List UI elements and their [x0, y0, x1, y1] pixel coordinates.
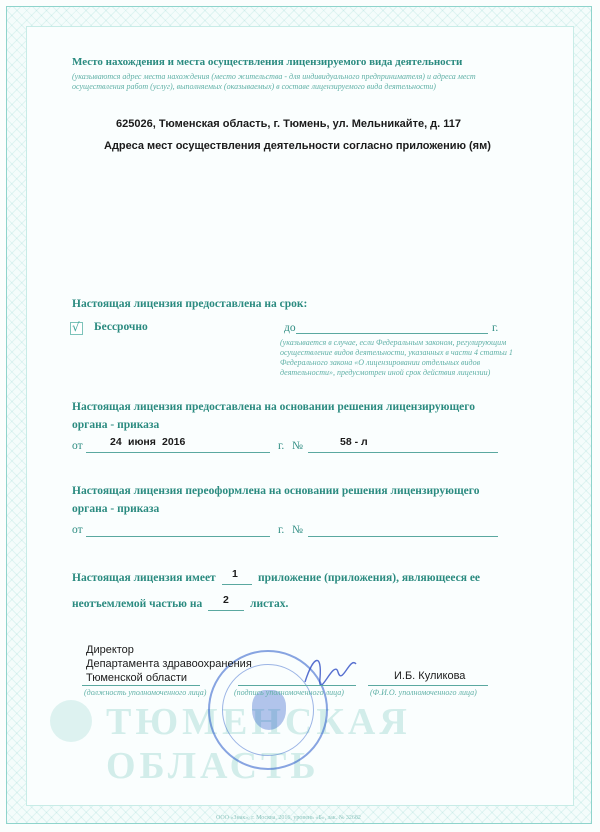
- position-line: [82, 685, 200, 686]
- appendix-text-4: листах.: [250, 598, 289, 610]
- signature-line: [238, 685, 356, 686]
- reissue-from-label: от: [72, 524, 83, 536]
- decision-title: Настоящая лицензия предоставлена на основании решения лицензирующего органа - приказа: [72, 401, 475, 431]
- address-appendix-line: Адреса мест осуществления деятельности согласно приложению (ям): [104, 140, 491, 152]
- appendix-sheets: 2: [223, 594, 229, 606]
- position-caption: (должность уполномоченного лица): [84, 688, 207, 697]
- checkmark-icon: √: [72, 320, 80, 334]
- term-title: Настоящая лицензия предоставлена на срок:: [72, 298, 308, 310]
- signer-name-line: [368, 685, 488, 686]
- decision-date-line: [86, 452, 270, 453]
- appendix-count-line: [222, 584, 252, 585]
- position-line-2: Департамента здравоохранения: [86, 658, 252, 670]
- until-line: [296, 333, 488, 334]
- signer-name: И.Б. Куликова: [394, 670, 466, 682]
- term-note: (указывается в случае, если Федеральным законом, регулирующим осуществление видов деятельности, указанных в части 4 статьи 1 Федерального закона «О лицензировании отдельных видов деятельности», предусмотрен иной срок действия лицензии): [280, 338, 513, 377]
- reissue-date-line: [86, 536, 270, 537]
- decision-date-day: 24: [110, 436, 122, 448]
- decision-number-label: №: [292, 440, 303, 452]
- watermark-emblem: [50, 700, 92, 742]
- decision-number: 58 - л: [340, 436, 368, 448]
- appendix-text-2: приложение (приложения), являющееся ее: [258, 572, 481, 584]
- reissue-title: Настоящая лицензия переоформлена на основании решения лицензирующего органа - приказа: [72, 485, 480, 515]
- until-year-suffix: г.: [492, 322, 499, 334]
- decision-from-label: от: [72, 440, 83, 452]
- location-note: (указываются адрес места нахождения (место жительства - для индивидуального предпринимателя) и адреса мест осуществления работ (услуг), выполняемых (оказываемых) в составе лицензируемого вида деятельности): [72, 72, 476, 91]
- decision-year-suffix: г.: [278, 440, 285, 452]
- position-line-3: Тюменской области: [86, 672, 188, 684]
- position-line-1: Директор: [86, 644, 134, 656]
- appendix-text-3: неотъемлемой частью на: [72, 598, 203, 610]
- unlimited-label: Бессрочно: [94, 321, 148, 333]
- appendix-text-1: Настоящая лицензия имеет: [72, 572, 216, 584]
- signature-caption: (подпись уполномоченного лица): [234, 688, 344, 697]
- until-label: до: [284, 322, 296, 334]
- decision-date-month: июня: [128, 436, 156, 448]
- appendix-count: 1: [232, 568, 238, 580]
- address-line: 625026, Тюменская область, г. Тюмень, ул. Мельникайте, д. 117: [116, 118, 462, 130]
- decision-date-year: 2016: [162, 436, 186, 448]
- reissue-number-label: №: [292, 524, 303, 536]
- handwritten-signature: [300, 650, 360, 690]
- printer-footer: ООО «Знак», г. Москва, 2016, уровень «Б», зак. № 32682: [216, 815, 361, 821]
- watermark: ТЮМЕНСКАЯ ОБЛАСТЬ: [106, 701, 411, 787]
- reissue-number-line: [308, 536, 498, 537]
- appendix-sheets-line: [208, 610, 244, 611]
- unlimited-checkbox: [70, 322, 83, 335]
- signer-name-caption: (Ф.И.О. уполномоченного лица): [370, 688, 477, 697]
- reissue-year-suffix: г.: [278, 524, 285, 536]
- location-title: Место нахождения и места осуществления лицензируемого вида деятельности: [72, 56, 463, 68]
- decision-number-line: [308, 452, 498, 453]
